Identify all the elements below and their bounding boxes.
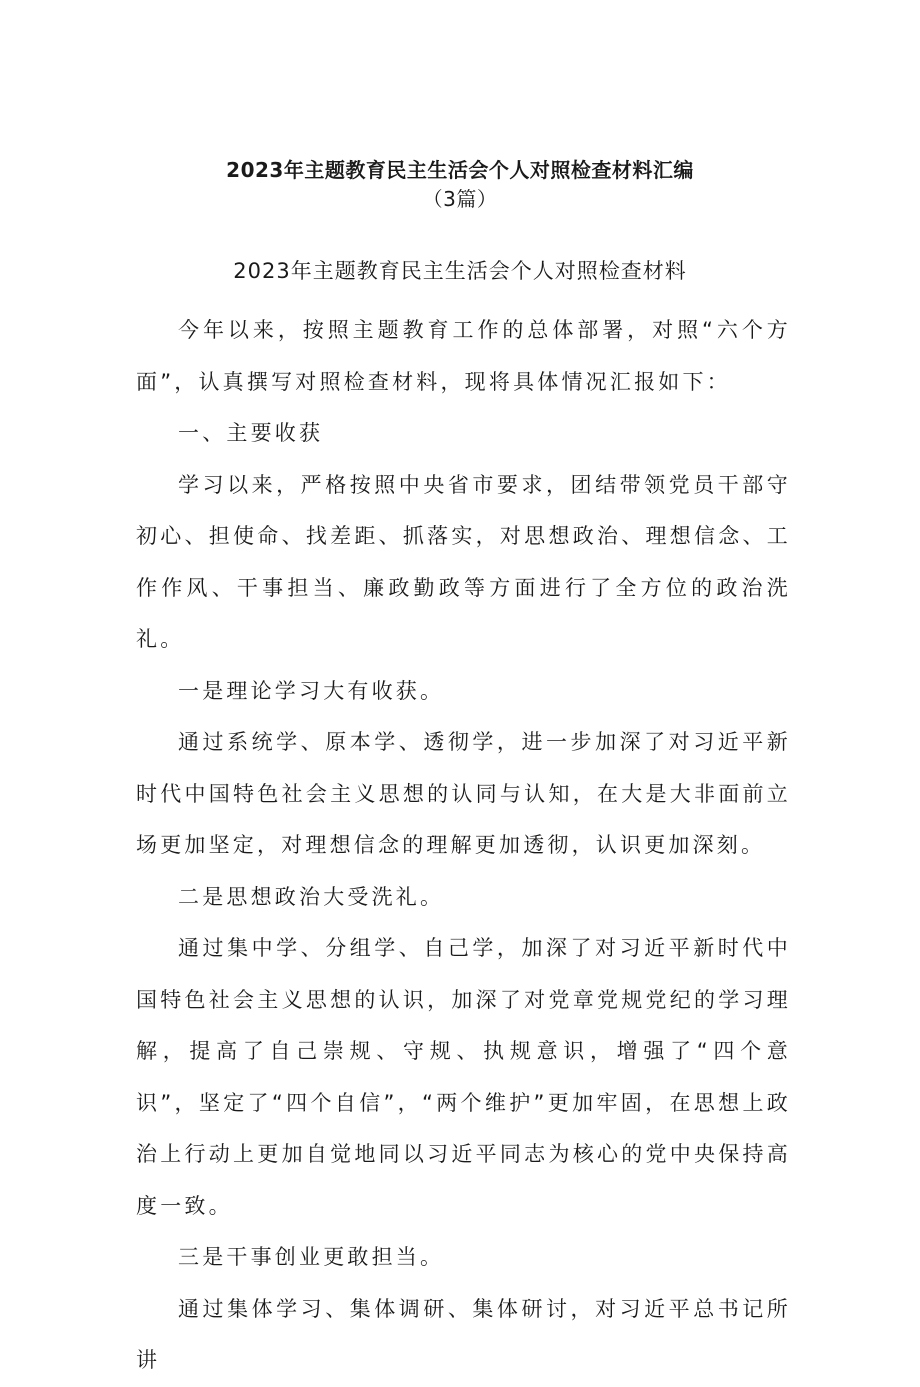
article-body — [136, 305, 791, 1387]
paragraph-political-thought: 通过集中学、分组学、自己学，加深了对习近平新时代中国特色社会主义思想的认识，加深了对党章党规党纪的学习理解，提高了自己崇规、守规、执规意识，增强了“四个意识”，坚定了“四个自信”，“两个维护”更加牢固，在思想上政治上行动上更加自觉地同以习近平同志为核心的党中央保持高度一致。 — [136, 936, 791, 1218]
section-heading-main-gains: 一、主要收获 — [178, 421, 324, 445]
subheading-theory-study: 一是理论学习大有收获。 — [178, 678, 445, 703]
paragraph-responsibility: 通过集体学习、集体调研、集体研讨，对习近平总书记所讲 — [136, 1296, 791, 1372]
document-subtitle: （3篇） — [422, 187, 498, 211]
document-title: 2023年主题教育民主生活会个人对照检查材料汇编 — [226, 158, 694, 182]
paragraph-theory-study: 通过系统学、原本学、透彻学，进一步加深了对习近平新时代中国特色社会主义思想的认同与认知，在大是大非面前立场更加坚定，对理想信念的理解更加透彻，认识更加深刻。 — [136, 730, 791, 857]
subheading-political-thought: 二是思想政治大受洗礼。 — [178, 884, 445, 909]
paragraph-intro: 今年以来，按照主题教育工作的总体部署，对照“六个方面”，认真撰写对照检查材料，现将具体情况汇报如下： — [136, 318, 791, 394]
article-title: 2023年主题教育民主生活会个人对照检查材料 — [233, 259, 687, 283]
paragraph-main-gains: 学习以来，严格按照中央省市要求，团结带领党员干部守初心、担使命、找差距、抓落实，对思想政治、理想信念、工作作风、干事担当、廉政勤政等方面进行了全方位的政治洗礼。 — [136, 472, 791, 651]
subheading-responsibility: 三是干事创业更敢担当。 — [178, 1245, 445, 1269]
